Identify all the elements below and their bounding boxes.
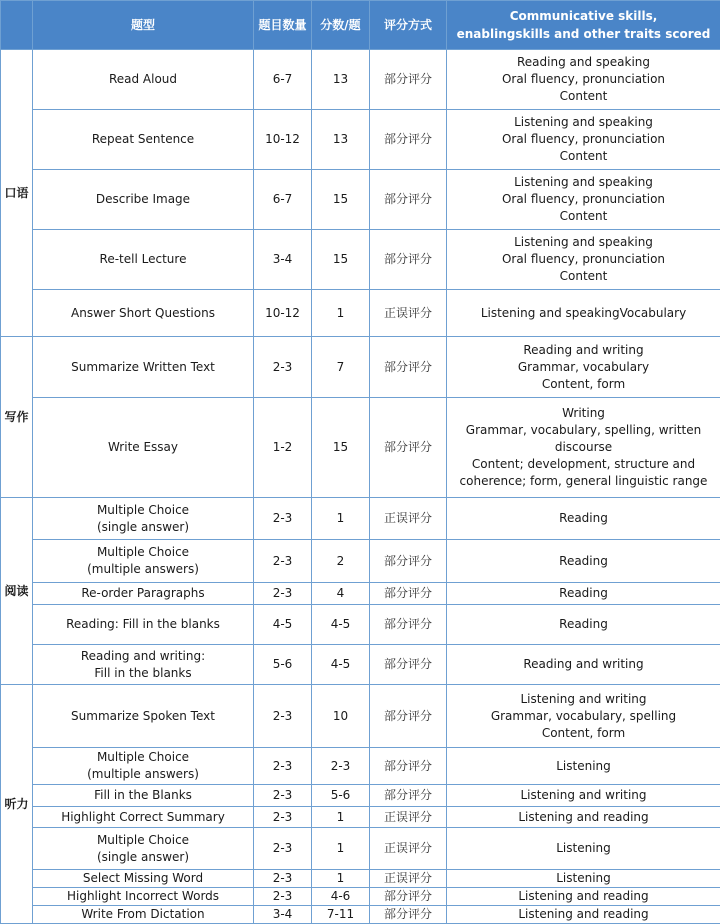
skills-cell: Writing Grammar, vocabulary, spelling, written discourse Content; development, structure and coherence; form, general linguistic range (447, 398, 720, 498)
section-label: 口语 (1, 50, 33, 337)
skills-cell: Listening and speakingVocabulary (447, 290, 720, 337)
question-type-cell: Multiple Choice (single answer) (33, 498, 254, 540)
skills-cell: Listening and writing Grammar, vocabulary, spelling Content, form (447, 685, 720, 748)
scoring-method-cell: 部分评分 (370, 540, 447, 583)
skills-cell: Reading and speaking Oral fluency, pronunciation Content (447, 50, 720, 110)
question-count-cell: 4-5 (254, 605, 312, 645)
scoring-method-cell: 正误评分 (370, 498, 447, 540)
score-per-item-cell: 7-11 (312, 906, 370, 924)
score-per-item-cell: 1 (312, 498, 370, 540)
question-type-cell: Summarize Written Text (33, 337, 254, 398)
question-count-cell: 10-12 (254, 290, 312, 337)
question-count-cell: 6-7 (254, 170, 312, 230)
scoring-method-cell: 部分评分 (370, 906, 447, 924)
question-count-cell: 2-3 (254, 785, 312, 807)
scoring-method-cell: 部分评分 (370, 50, 447, 110)
header-question-count: 题目数量 (254, 1, 312, 50)
table-row (1, 290, 720, 337)
table-row (1, 50, 720, 110)
score-per-item-cell: 2 (312, 540, 370, 583)
question-type-cell: Reading: Fill in the blanks (33, 605, 254, 645)
scoring-method-cell: 部分评分 (370, 785, 447, 807)
question-type-cell: Multiple Choice (multiple answers) (33, 540, 254, 583)
table-row (1, 498, 720, 540)
skills-cell: Listening and reading (447, 807, 720, 828)
scoring-method-cell: 正误评分 (370, 807, 447, 828)
score-per-item-cell: 2-3 (312, 748, 370, 785)
skills-cell: Listening (447, 748, 720, 785)
question-count-cell: 5-6 (254, 645, 312, 685)
score-per-item-cell: 7 (312, 337, 370, 398)
skills-cell: Listening and writing (447, 785, 720, 807)
score-per-item-cell: 1 (312, 290, 370, 337)
question-count-cell: 3-4 (254, 230, 312, 290)
skills-cell: Listening and speaking Oral fluency, pronunciation Content (447, 230, 720, 290)
question-type-cell: Reading and writing: Fill in the blanks (33, 645, 254, 685)
header-scoring-method: 评分方式 (370, 1, 447, 50)
skills-cell: Listening and reading (447, 906, 720, 924)
question-type-cell: Multiple Choice (multiple answers) (33, 748, 254, 785)
skills-cell: Listening and reading (447, 888, 720, 906)
skills-cell: Listening and speaking Oral fluency, pronunciation Content (447, 170, 720, 230)
score-per-item-cell: 4 (312, 583, 370, 605)
score-per-item-cell: 15 (312, 230, 370, 290)
scoring-method-cell: 部分评分 (370, 398, 447, 498)
question-type-cell: Highlight Correct Summary (33, 807, 254, 828)
question-type-cell: Summarize Spoken Text (33, 685, 254, 748)
scoring-method-cell: 部分评分 (370, 888, 447, 906)
score-per-item-cell: 13 (312, 110, 370, 170)
score-per-item-cell: 13 (312, 50, 370, 110)
question-type-cell: Read Aloud (33, 50, 254, 110)
question-count-cell: 3-4 (254, 906, 312, 924)
scoring-method-cell: 部分评分 (370, 170, 447, 230)
score-per-item-cell: 15 (312, 170, 370, 230)
question-type-cell: Multiple Choice (single answer) (33, 828, 254, 870)
question-count-cell: 6-7 (254, 50, 312, 110)
table-row (1, 807, 720, 828)
score-per-item-cell: 4-6 (312, 888, 370, 906)
scoring-method-cell: 部分评分 (370, 583, 447, 605)
skills-cell: Listening and speaking Oral fluency, pronunciation Content (447, 110, 720, 170)
score-per-item-cell: 5-6 (312, 785, 370, 807)
skills-cell: Listening (447, 870, 720, 888)
score-per-item-cell: 1 (312, 870, 370, 888)
question-count-cell: 10-12 (254, 110, 312, 170)
table-row (1, 230, 720, 290)
score-per-item-cell: 1 (312, 807, 370, 828)
question-type-cell: Repeat Sentence (33, 110, 254, 170)
table-row (1, 110, 720, 170)
header-section (1, 1, 33, 50)
question-count-cell: 2-3 (254, 583, 312, 605)
table-row (1, 170, 720, 230)
question-type-cell: Write Essay (33, 398, 254, 498)
question-count-cell: 2-3 (254, 540, 312, 583)
score-per-item-cell: 4-5 (312, 645, 370, 685)
scoring-method-cell: 部分评分 (370, 605, 447, 645)
table-row (1, 337, 720, 398)
scoring-method-cell: 部分评分 (370, 110, 447, 170)
question-type-cell: Highlight Incorrect Words (33, 888, 254, 906)
table-row (1, 540, 720, 583)
header-skills-scored: Communicative skills, enablingskills and other traits scored (447, 1, 720, 50)
question-count-cell: 2-3 (254, 748, 312, 785)
skills-cell: Listening (447, 828, 720, 870)
table-row (1, 828, 720, 870)
question-count-cell: 2-3 (254, 337, 312, 398)
header-row (1, 1, 720, 50)
score-per-item-cell: 4-5 (312, 605, 370, 645)
question-count-cell: 1-2 (254, 398, 312, 498)
table-row (1, 785, 720, 807)
question-count-cell: 2-3 (254, 888, 312, 906)
question-type-cell: Write From Dictation (33, 906, 254, 924)
score-per-item-cell: 15 (312, 398, 370, 498)
table-row (1, 605, 720, 645)
table-row (1, 398, 720, 498)
scoring-method-cell: 部分评分 (370, 748, 447, 785)
scoring-method-cell: 部分评分 (370, 337, 447, 398)
scoring-method-cell: 正误评分 (370, 828, 447, 870)
section-label: 听力 (1, 685, 33, 924)
question-count-cell: 2-3 (254, 828, 312, 870)
question-type-cell: Answer Short Questions (33, 290, 254, 337)
table-row (1, 685, 720, 748)
skills-cell: Reading (447, 540, 720, 583)
header-score-per-item: 分数/题 (312, 1, 370, 50)
question-type-cell: Select Missing Word (33, 870, 254, 888)
table-row (1, 583, 720, 605)
question-count-cell: 2-3 (254, 807, 312, 828)
skills-cell: Reading (447, 605, 720, 645)
scoring-method-cell: 部分评分 (370, 645, 447, 685)
score-per-item-cell: 10 (312, 685, 370, 748)
skills-cell: Reading and writing Grammar, vocabulary Content, form (447, 337, 720, 398)
question-type-cell: Re-tell Lecture (33, 230, 254, 290)
skills-cell: Reading (447, 498, 720, 540)
skills-cell: Reading and writing (447, 645, 720, 685)
question-type-cell: Re-order Paragraphs (33, 583, 254, 605)
scoring-method-cell: 部分评分 (370, 685, 447, 748)
question-count-cell: 2-3 (254, 498, 312, 540)
section-label: 写作 (1, 337, 33, 498)
table-body (1, 50, 720, 924)
table-row (1, 888, 720, 906)
skills-cell: Reading (447, 583, 720, 605)
scoring-method-cell: 部分评分 (370, 230, 447, 290)
scoring-method-cell: 正误评分 (370, 290, 447, 337)
table-row (1, 645, 720, 685)
table-row (1, 906, 720, 924)
section-label: 阅读 (1, 498, 33, 685)
header-question-type: 题型 (33, 1, 254, 50)
question-count-cell: 2-3 (254, 870, 312, 888)
question-count-cell: 2-3 (254, 685, 312, 748)
scoring-method-cell: 正误评分 (370, 870, 447, 888)
table-row (1, 748, 720, 785)
question-type-cell: Describe Image (33, 170, 254, 230)
score-per-item-cell: 1 (312, 828, 370, 870)
table-row (1, 870, 720, 888)
question-type-cell: Fill in the Blanks (33, 785, 254, 807)
table-header (1, 1, 720, 50)
